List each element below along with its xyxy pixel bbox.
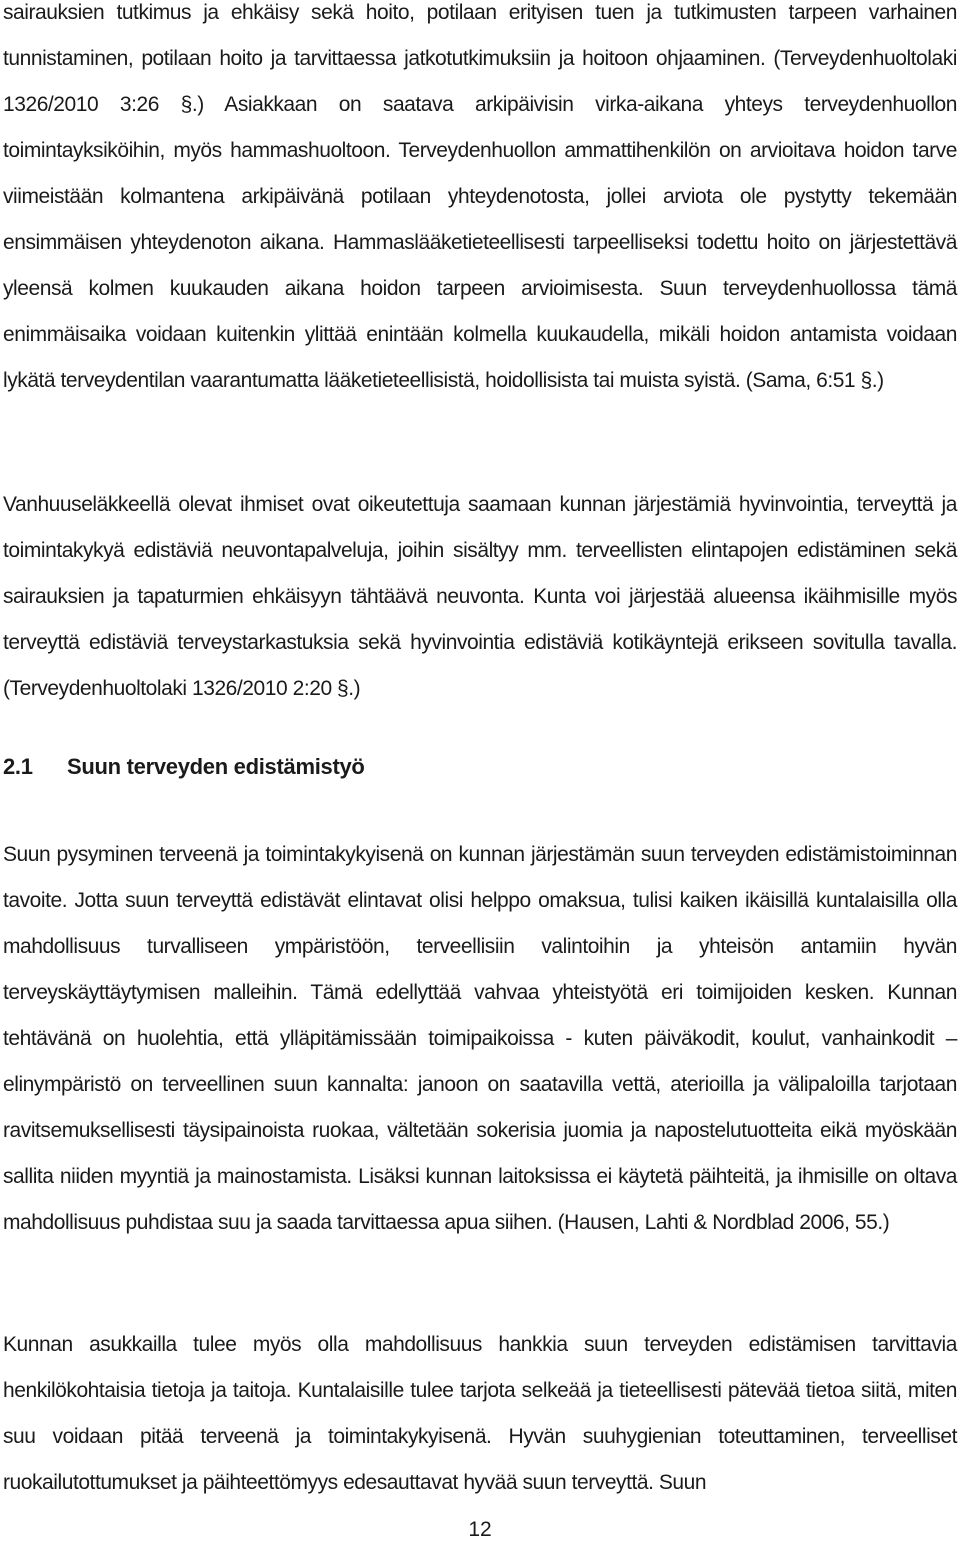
paragraph-oral-care-access: sairauksien tutkimus ja ehkäisy sekä hoito, potilaan erityisen tuen ja tutkimusten tarpeen varhainen tunnistaminen, potilaan hoito ja tarvittaessa jatkotutkimuksiin ja hoitoon ohjaaminen. (Terveydenhuoltolaki 1326/2010 3:26 §.) Asiakkaan on saatava arkipäivisin virka-aikana yhteys terveydenhuollon toimintayksiköihin, myös hammashuoltoon. Terveydenhuollon ammattihenkilön on arvioitava hoidon tarve viimeistään kolmantena arkipäivänä potilaan yhteydenotosta, jollei arviota ole pystytty tekemään ensimmäisen yhteydenoton aikana. Hammaslääketieteellisesti tarpeelliseksi todettu hoito on järjestettävä yleensä kolmen kuukauden aikana hoidon tarpeen arvioimisesta. Suun terveydenhuollossa tämä enimmäisaika voidaan kuitenkin ylittää enintään kolmella kuukaudella, mikäli hoidon antamista voidaan lykätä terveydentilan vaarantumatta lääketieteellisistä, hoidollisista tai muista syistä. (Sama, 6:51 §.) <box>3 1 957 392</box>
paragraph-resident-knowledge: Kunnan asukkailla tulee myös olla mahdollisuus hankkia suun terveyden edistämisen tarvittavia henkilökohtaisia tietoja ja taitoja. Kuntalaisille tulee tarjota selkeää ja tieteellisesti pätevää tietoa siitä, miten suu voidaan pitää terveenä ja toimintakykyisenä. Hyvän suuhygienian toteuttaminen, terveelliset ruokailutottumukset ja päihteettömyys edesauttavat hyvää suun terveyttä. Suun <box>3 1333 957 1494</box>
section-title: Suun terveyden edistämistyö <box>67 754 365 779</box>
paragraph-oral-health-promotion: Suun pysyminen terveenä ja toimintakykyisenä on kunnan järjestämän suun terveyden edistämistoiminnan tavoite. Jotta suun terveyttä edistävät elintavat olisi helppo omaksua, tulisi kaiken ikäisillä kuntalaisilla olla mahdollisuus turvalliseen ympäristöön, terveellisiin valintoihin ja yhteisön antamiin hyvän terveyskäyttäytymisen malleihin. Tämä edellyttää vahvaa yhteistyötä eri toimijoiden kesken. Kunnan tehtävänä on huolehtia, että ylläpitämissään toimipaikoissa - kuten päiväkodit, koulut, vanhainkodit – elinympäristö on terveellinen suun kannalta: janoon on saatavilla vettä, aterioilla ja välipaloilla tarjotaan ravitsemuksellisesti täysipainoista ruokaa, vältetään sokerisia juomia ja napostelutuotteita eikä myöskään sallita niiden myyntiä ja mainostamista. Lisäksi kunnan laitoksissa ei käytetä päihteitä, ja ihmisille on oltava mahdollisuus puhdistaa suu ja saada tarvittaessa apua siihen. (Hausen, Lahti & Nordblad 2006, 55.) <box>3 843 957 1234</box>
section-number: 2.1 <box>3 754 33 779</box>
page-number: 12 <box>468 1518 492 1541</box>
section-heading <box>3 742 365 792</box>
paragraph-elderly-services: Vanhuuseläkkeellä olevat ihmiset ovat oikeutettuja saamaan kunnan järjestämiä hyvinvointia, terveyttä ja toimintakykyä edistäviä neuvontapalveluja, joihin sisältyy mm. terveellisten elintapojen edistäminen sekä sairauksien ja tapaturmien ehkäisyyn tähtäävä neuvonta. Kunta voi järjestää alueensa ikäihmisille myös terveyttä edistäviä terveystarkastuksia sekä hyvinvointia edistäviä kotikäyntejä erikseen sovitulla tavalla. (Terveydenhuoltolaki 1326/2010 2:20 §.) <box>3 493 957 700</box>
